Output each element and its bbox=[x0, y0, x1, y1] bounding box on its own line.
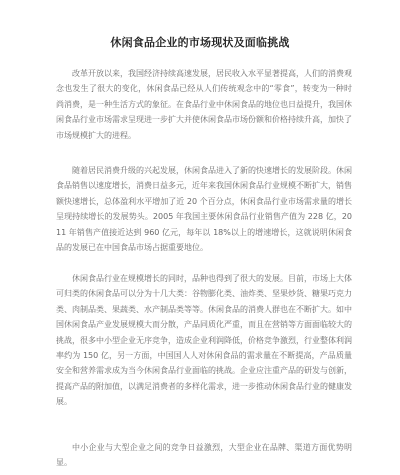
paragraph-3: 休闲食品行业在规模增长的同时，品种也得到了很大的发展。目前，市场上大体可归类的休闲食品可以分为十几大类：谷物膨化类、油炸类、坚果炒货、糖果巧克力类、肉制品类、果蔬类、水产制品类等等。休闲食品的消费人群也在不断扩大。如中国休闲食品产业发展规模大而分散，产品同质化严重，而且在营销等方面面临较大的挑战，很多中小型企业无序竞争，造成企业利润降低，价格竞争激烈，行业整体利润率约为 150 亿，另一方面，中国国人人对休闲食品的需求量在不断提高，产品质量安全和营养需求成为当今休闲食品行业面临的挑战。企业应注重产品的研发与创新，提高产品的附加值，以满足消费者的多样化需求，进一步推动休闲食品行业的健康发展。 bbox=[56, 274, 352, 407]
paragraph-2: 随着居民消费升级的兴起发展，休闲食品进入了新的快速增长的发展阶段。休闲食品销售以速度增长，消费日益多元，近年来我国休闲食品行业规模不断扩大，销售额快速增长，总体盈利水平增加了近 20 个百分点，休闲食品行业市场需求量的增长呈现持续增长的发展势头。2005 年我国主要休闲食品行业销售产值为 228 亿，2011 年销售产值接近达到 960 亿元，每年以 18%以上的增速增长，这就说明休闲食品的发展已在中国食品市场占据重要地位。 bbox=[56, 166, 352, 253]
paragraph-4: 中小企业与大型企业之间的竞争日益激烈，大型企业在品牌、渠道方面优势明显。 bbox=[56, 443, 352, 468]
paragraph-1: 改革开放以来，我国经济持续高速发展，居民收入水平显著提高，人们的消费观念也发生了很大的变化，休闲食品已经从人们传统观念中的“零食”，转变为一种时尚消费，是一种生活方式的象征。在食品行业中休闲食品的地位也日益提升，我国休闲食品行业市场需求呈现进一步扩大并使休闲食品市场份额和价格持续升高，加快了市场规模扩大的进程。 bbox=[56, 69, 352, 140]
document-title: 休闲食品企业的市场现状及面临挑战 bbox=[110, 36, 290, 49]
